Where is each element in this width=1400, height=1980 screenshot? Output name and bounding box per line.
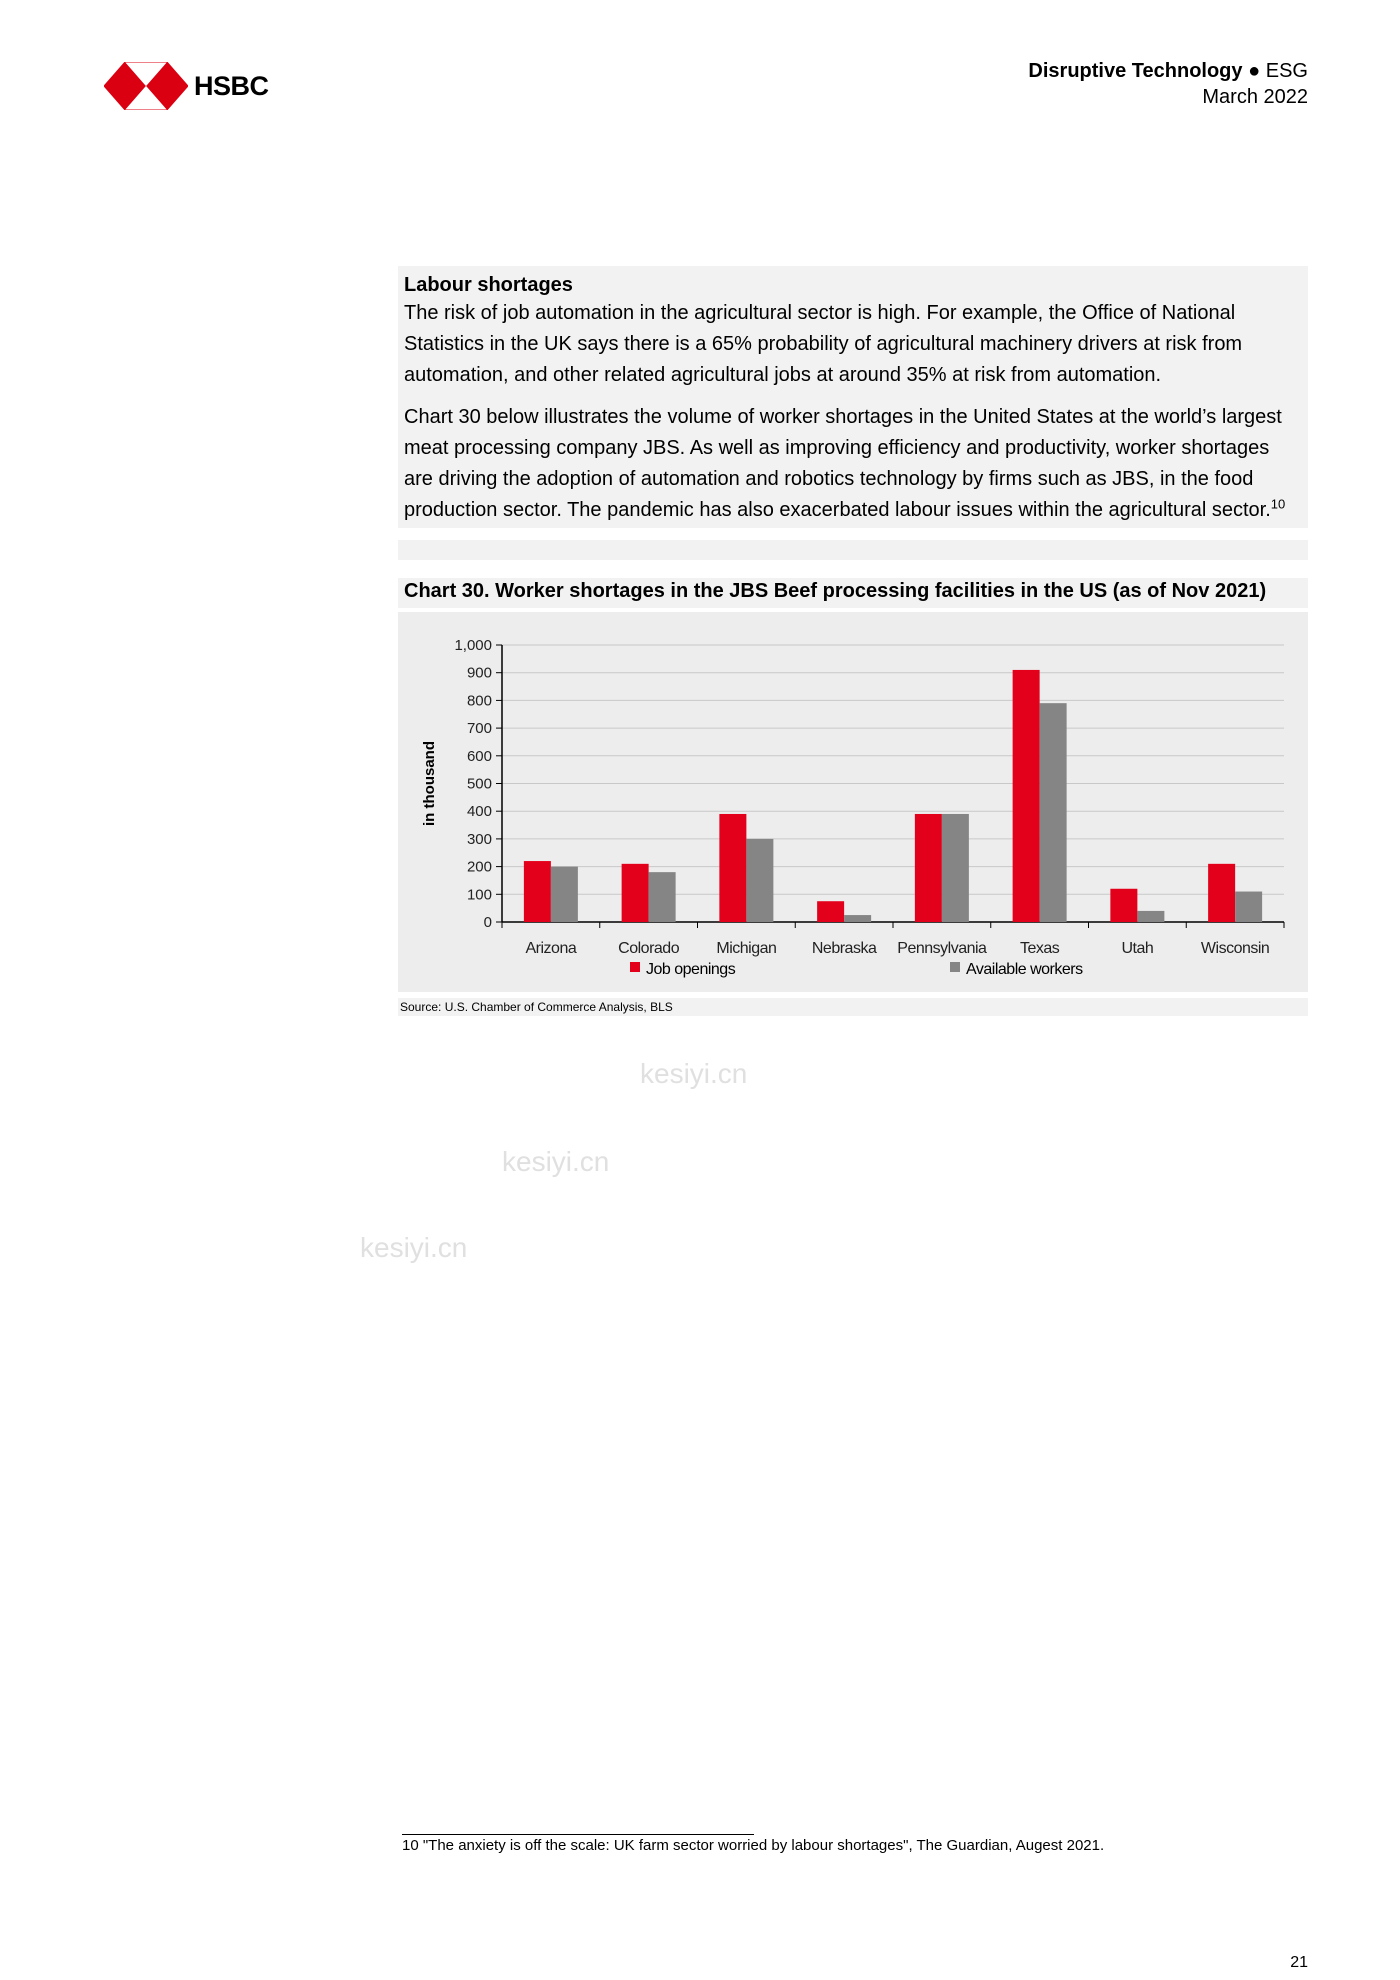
y-tick-label: 600 xyxy=(466,747,492,765)
chart-title: Chart 30. Worker shortages in the JBS Beef processing facilities in the US (as of Nov 2021) xyxy=(404,580,1267,602)
x-tick-label: Utah xyxy=(1121,940,1154,957)
bar-available-workers xyxy=(1235,892,1262,922)
x-tick-label: Nebraska xyxy=(811,940,877,957)
y-tick-label: 100 xyxy=(466,886,492,904)
bar-job-openings xyxy=(524,861,551,922)
footnote-rule xyxy=(402,1834,754,1835)
report-header xyxy=(1028,58,1308,110)
y-tick-label: 300 xyxy=(466,830,492,848)
y-tick-label: 1,000 xyxy=(454,637,492,654)
y-tick-label: 400 xyxy=(466,803,492,821)
bar-job-openings xyxy=(719,814,746,922)
report-date: March 2022 xyxy=(1202,86,1308,108)
footnote-ref[interactable]: 10 xyxy=(1270,496,1286,512)
bar-available-workers xyxy=(649,872,676,922)
bar-available-workers xyxy=(1137,911,1164,922)
bar-available-workers xyxy=(844,915,871,922)
bullet: ● xyxy=(1248,60,1261,82)
bar-job-openings xyxy=(1208,864,1235,922)
y-tick-label: 900 xyxy=(466,664,492,682)
bar-job-openings xyxy=(1013,670,1040,922)
bar-available-workers xyxy=(1040,703,1067,922)
legend-swatch xyxy=(630,962,640,972)
brand-name: HSBC xyxy=(194,71,269,101)
chart-panel xyxy=(398,612,1308,992)
x-tick-label: Michigan xyxy=(716,940,777,957)
legend-label: Available workers xyxy=(966,961,1083,978)
bar-available-workers xyxy=(746,839,773,922)
y-tick-label: 800 xyxy=(466,692,492,710)
section-heading: Labour shortages xyxy=(404,274,573,296)
labour-shortages-section xyxy=(398,266,1308,528)
bar-job-openings xyxy=(1110,889,1137,922)
bar-job-openings xyxy=(622,864,649,922)
y-tick-label: 700 xyxy=(466,720,492,738)
source-bar xyxy=(398,998,1308,1016)
paragraph-2-text: Chart 30 below illustrates the volume of worker shortages in the United States at the world’s largest meat processing company JBS. As well as improving efficiency and productivity, worker shortages are driving the adoption of automation and robotics technology by firms such as JBS, in the food production sector. The pandemic has also exacerbated labour issues within the agricultural sector. xyxy=(404,406,1282,521)
x-tick-label: Colorado xyxy=(618,940,680,957)
bar-available-workers xyxy=(942,814,969,922)
chart-source: Source: U.S. Chamber of Commerce Analysis, BLS xyxy=(400,1000,673,1014)
y-axis-label: in thousand xyxy=(421,741,438,826)
watermark: kesiyi.cn xyxy=(640,1058,748,1089)
chart-title-bar xyxy=(398,578,1308,608)
hsbc-logo xyxy=(104,62,270,110)
x-tick-label: Pennsylvania xyxy=(897,940,987,957)
bar-job-openings xyxy=(915,814,942,922)
y-tick-label: 200 xyxy=(466,858,492,876)
paragraph-1: The risk of job automation in the agricultural sector is high. For example, the Office of National Statistics in the UK says there is a 65% probability of agricultural machinery drivers at risk from automation, and other related agricultural jobs at around 35% at risk from automation. xyxy=(404,302,1243,386)
legend-label: Job openings xyxy=(646,961,736,978)
x-tick-label: Texas xyxy=(1019,940,1060,957)
worker-shortages-chart xyxy=(398,612,1308,992)
y-tick-label: 500 xyxy=(466,775,492,793)
hsbc-hexagon-icon xyxy=(104,62,188,110)
y-tick-label: 0 xyxy=(483,914,492,931)
watermark: kesiyi.cn xyxy=(502,1146,610,1177)
paragraph-2 xyxy=(404,402,1302,526)
report-topic: ESG xyxy=(1265,60,1308,82)
footnote: 10 "The anxiety is off the scale: UK farm sector worried by labour shortages", The Guardian, Augest 2021. xyxy=(402,1837,1105,1854)
legend-swatch xyxy=(950,962,960,972)
report-title: Disruptive Technology xyxy=(1028,60,1243,82)
page-number: 21 xyxy=(1290,1954,1308,1971)
spacer-bar xyxy=(398,540,1308,560)
x-tick-label: Arizona xyxy=(525,940,577,957)
bar-available-workers xyxy=(551,867,578,922)
x-tick-label: Wisconsin xyxy=(1200,940,1270,957)
bar-job-openings xyxy=(817,901,844,922)
watermark: kesiyi.cn xyxy=(360,1232,468,1263)
